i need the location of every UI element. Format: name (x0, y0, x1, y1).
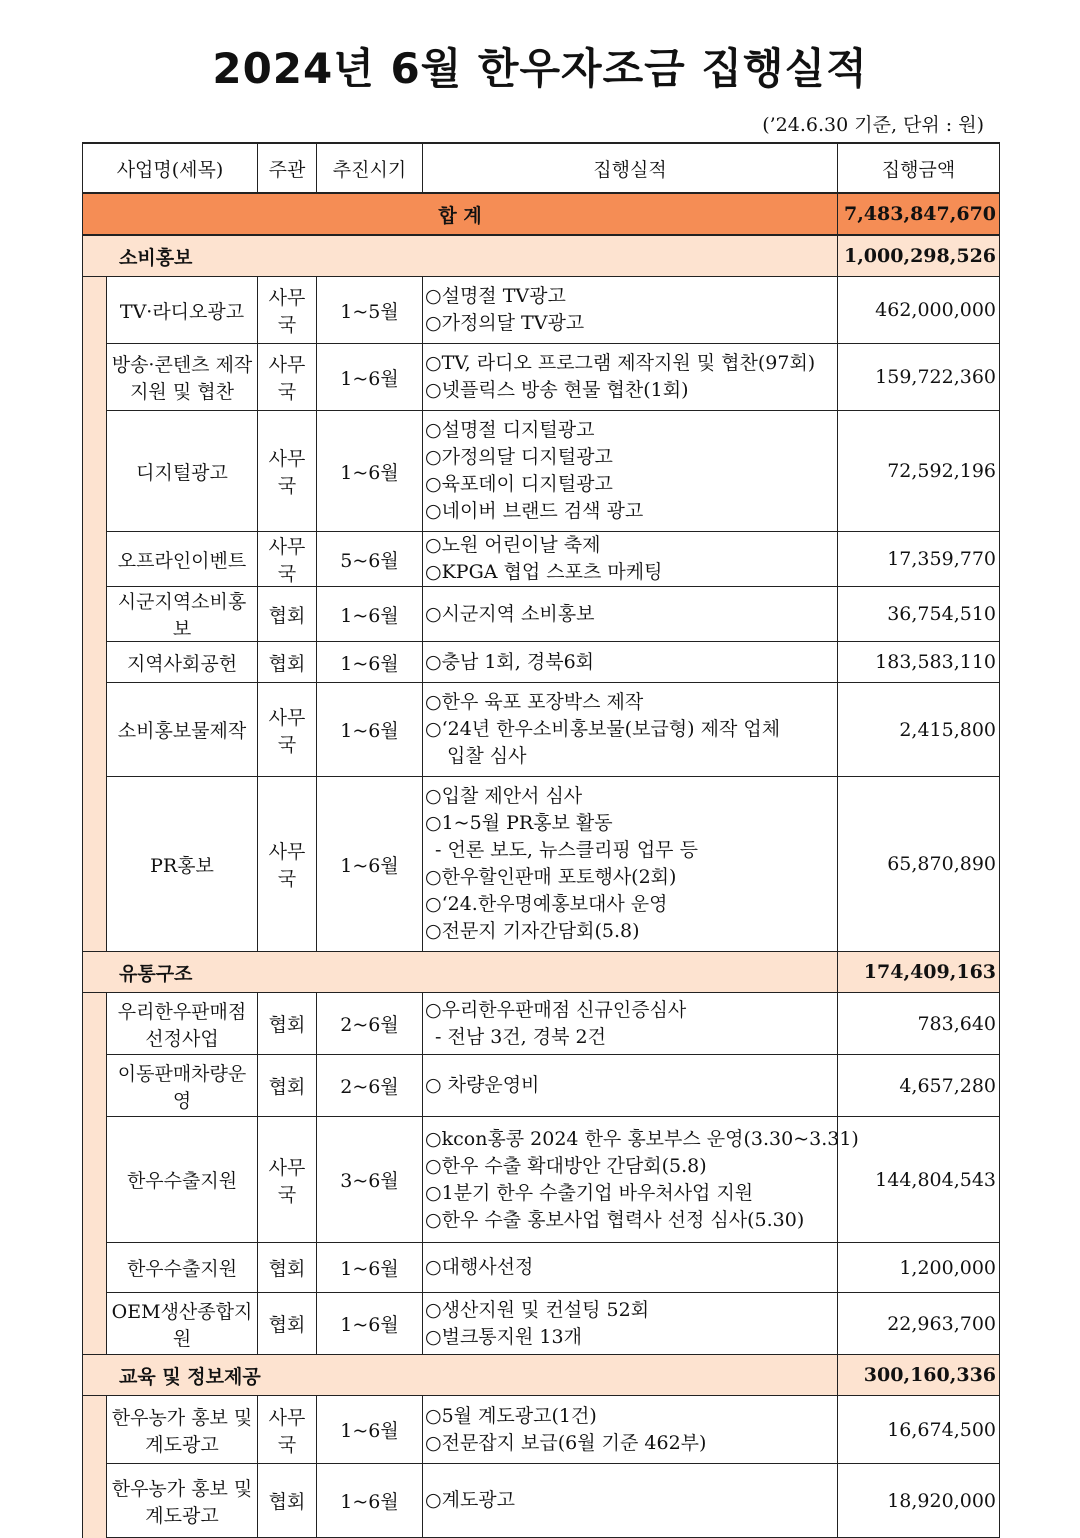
row-name: 이동판매차량운영 (107, 1055, 258, 1117)
execution-line: ○설명절 디지털광고 (425, 419, 595, 441)
row-execution (423, 1117, 859, 1243)
execution-line: ○TV, 라디오 프로그램 제작지원 및 협찬(97회) (425, 352, 816, 374)
row-name: 한우농가 홍보 및 계도광고 (107, 1396, 258, 1464)
execution-line: ○KPGA 협업 스포츠 마케팅 (425, 561, 663, 583)
row-org: 사무국 (258, 1396, 317, 1464)
category-amount: 1,000,298,526 (838, 235, 1000, 277)
execution-line: ○우리한우판매점 신규인증심사 (425, 998, 687, 1021)
table-row (83, 277, 1000, 344)
row-org: 사무국 (258, 344, 317, 411)
table-row (83, 344, 1000, 411)
row-period: 3~6월 (317, 1117, 423, 1243)
row-org: 협회 (258, 1243, 317, 1293)
table-row (83, 1396, 1000, 1464)
category-indent (83, 277, 107, 952)
row-name: PR홍보 (107, 777, 258, 952)
execution-line: ○한우 수출 확대방안 간담회(5.8) (425, 1154, 707, 1177)
row-execution (423, 587, 838, 642)
table-row (83, 1117, 1000, 1243)
row-name: 방송·콘텐츠 제작지원 및 협찬 (107, 344, 258, 411)
header-row (83, 143, 1000, 193)
row-amount: 65,870,890 (838, 777, 1000, 952)
row-execution (423, 277, 838, 344)
total-label: 합 계 (83, 193, 838, 235)
category-amount: 174,409,163 (838, 952, 1000, 993)
row-period: 1~6월 (317, 683, 423, 777)
execution-line: ○네이버 브랜드 검색 광고 (425, 500, 644, 522)
row-name: 시군지역소비홍보 (107, 587, 258, 642)
row-amount: 2,415,800 (838, 683, 1000, 777)
category-row (83, 235, 1000, 277)
row-execution (423, 1464, 838, 1538)
unit-note: (’24.6.30 기준, 단위 : 원) (762, 114, 984, 136)
category-indent (83, 1396, 107, 1538)
row-execution (423, 411, 838, 532)
row-org: 사무국 (258, 532, 317, 587)
row-amount: 783,640 (838, 993, 1000, 1055)
execution-line: ○한우 육포 포장박스 제작 (425, 691, 644, 713)
row-period: 1~6월 (317, 344, 423, 411)
row-name: 지역사회공헌 (107, 642, 258, 683)
row-amount: 36,754,510 (838, 587, 1000, 642)
category-name: 소비홍보 (83, 235, 838, 277)
row-execution (423, 1293, 838, 1355)
row-period: 1~6월 (317, 1464, 423, 1538)
table-row (83, 532, 1000, 587)
total-row (83, 193, 1000, 235)
table-row (83, 777, 1000, 952)
execution-line: ○시군지역 소비홍보 (425, 602, 595, 625)
row-period: 2~6월 (317, 1055, 423, 1117)
row-org: 사무국 (258, 277, 317, 344)
header-execution: 집행실적 (423, 143, 838, 193)
row-name: 한우수출지원 (107, 1117, 258, 1243)
row-period: 1~6월 (317, 1396, 423, 1464)
total-amount: 7,483,847,670 (838, 193, 1000, 235)
row-name: 한우수출지원 (107, 1243, 258, 1293)
header-amount: 집행금액 (838, 143, 1000, 193)
row-amount: 159,722,360 (838, 344, 1000, 411)
execution-line: - 언론 보도, 뉴스클리핑 업무 등 (435, 839, 698, 861)
row-amount: 183,583,110 (838, 642, 1000, 683)
execution-line: ○전문잡지 보급(6월 기준 462부) (425, 1431, 707, 1454)
execution-table (82, 142, 1000, 1538)
row-amount: 22,963,700 (838, 1293, 1000, 1355)
row-name: 디지털광고 (107, 411, 258, 532)
header-org: 주관 (258, 143, 317, 193)
header-period: 추진시기 (317, 143, 423, 193)
execution-line: ○전문지 기자간담회(5.8) (425, 920, 640, 942)
category-indent (83, 993, 107, 1355)
row-period: 1~6월 (317, 642, 423, 683)
row-name: 오프라인이벤트 (107, 532, 258, 587)
row-execution (423, 683, 838, 777)
row-org: 협회 (258, 1055, 317, 1117)
row-period: 1~6월 (317, 777, 423, 952)
row-amount: 1,200,000 (838, 1243, 1000, 1293)
execution-line: ○대행사선정 (425, 1256, 534, 1278)
category-name: 유통구조 (83, 952, 838, 993)
table-row (83, 1464, 1000, 1538)
row-period: 1~5월 (317, 277, 423, 344)
execution-line: ○kcon홍콩 2024 한우 홍보부스 운영(3.30~3.31) (425, 1127, 859, 1150)
row-amount: 72,592,196 (838, 411, 1000, 532)
execution-line: ○가정의달 디지털광고 (425, 446, 613, 468)
execution-line: ○육포데이 디지털광고 (425, 473, 613, 495)
category-name: 교육 및 정보제공 (83, 1355, 838, 1396)
table-row (83, 1293, 1000, 1355)
execution-line: ○생산지원 및 컨설팅 52회 (425, 1298, 650, 1321)
execution-line: ○입찰 제안서 심사 (425, 785, 583, 807)
row-amount: 144,804,543 (838, 1117, 1000, 1243)
category-amount: 300,160,336 (838, 1355, 1000, 1396)
execution-line: ○가정의달 TV광고 (425, 312, 585, 334)
execution-line: ○1~5월 PR홍보 활동 (425, 812, 613, 834)
row-execution (423, 1055, 838, 1117)
row-execution (423, 642, 838, 683)
row-org: 협회 (258, 993, 317, 1055)
execution-line: ○설명절 TV광고 (425, 285, 566, 307)
row-org: 사무국 (258, 411, 317, 532)
category-row (83, 952, 1000, 993)
execution-line: ○벌크통지원 13개 (425, 1325, 582, 1348)
table-row (83, 683, 1000, 777)
execution-line: ○‘24년 한우소비홍보물(보급형) 제작 업체 (425, 718, 781, 740)
execution-line: ○노원 어린이날 축제 (425, 534, 601, 556)
row-period: 1~6월 (317, 1243, 423, 1293)
row-org: 사무국 (258, 777, 317, 952)
row-period: 1~6월 (317, 1293, 423, 1355)
execution-line: 입찰 심사 (447, 745, 527, 767)
table-row (83, 1055, 1000, 1117)
execution-line: ○넷플릭스 방송 현물 협찬(1회) (425, 379, 689, 401)
execution-line: ○5월 계도광고(1건) (425, 1404, 597, 1427)
execution-line: ○계도광고 (425, 1489, 516, 1511)
row-amount: 17,359,770 (838, 532, 1000, 587)
row-amount: 16,674,500 (838, 1396, 1000, 1464)
execution-line: ○‘24.한우명예홍보대사 운영 (425, 893, 668, 915)
row-period: 1~6월 (317, 411, 423, 532)
row-name: 한우농가 홍보 및 계도광고 (107, 1464, 258, 1538)
row-org: 사무국 (258, 1117, 317, 1243)
row-name: 소비홍보물제작 (107, 683, 258, 777)
row-execution (423, 993, 838, 1055)
row-org: 사무국 (258, 683, 317, 777)
table-row (83, 411, 1000, 532)
row-execution (423, 777, 838, 952)
row-amount: 18,920,000 (838, 1464, 1000, 1538)
row-execution (423, 344, 838, 411)
row-name: 우리한우판매점 선정사업 (107, 993, 258, 1055)
table-row (83, 993, 1000, 1055)
row-execution (423, 532, 838, 587)
header-name: 사업명(세목) (83, 143, 258, 193)
execution-line: ○한우 수출 홍보사업 협력사 선정 심사(5.30) (425, 1208, 805, 1231)
row-amount: 462,000,000 (838, 277, 1000, 344)
page-title: 2024년 6월 한우자조금 집행실적 (212, 44, 868, 93)
row-execution (423, 1396, 838, 1464)
row-period: 1~6월 (317, 587, 423, 642)
execution-line: - 전남 3건, 경북 2건 (435, 1025, 606, 1048)
row-org: 협회 (258, 587, 317, 642)
row-execution (423, 1243, 838, 1293)
execution-line: ○충남 1회, 경북6회 (425, 650, 595, 673)
row-org: 협회 (258, 1293, 317, 1355)
row-name: TV·라디오광고 (107, 277, 258, 344)
category-row (83, 1355, 1000, 1396)
table-row (83, 1243, 1000, 1293)
row-period: 5~6월 (317, 532, 423, 587)
execution-line: ○1분기 한우 수출기업 바우처사업 지원 (425, 1181, 754, 1204)
row-org: 협회 (258, 1464, 317, 1538)
table-row (83, 642, 1000, 683)
execution-line: ○한우할인판매 포토행사(2회) (425, 866, 677, 888)
row-org: 협회 (258, 642, 317, 683)
row-period: 2~6월 (317, 993, 423, 1055)
row-name: OEM생산종합지원 (107, 1293, 258, 1355)
execution-line: ○ 차량운영비 (425, 1074, 540, 1096)
row-amount: 4,657,280 (838, 1055, 1000, 1117)
table-row (83, 587, 1000, 642)
